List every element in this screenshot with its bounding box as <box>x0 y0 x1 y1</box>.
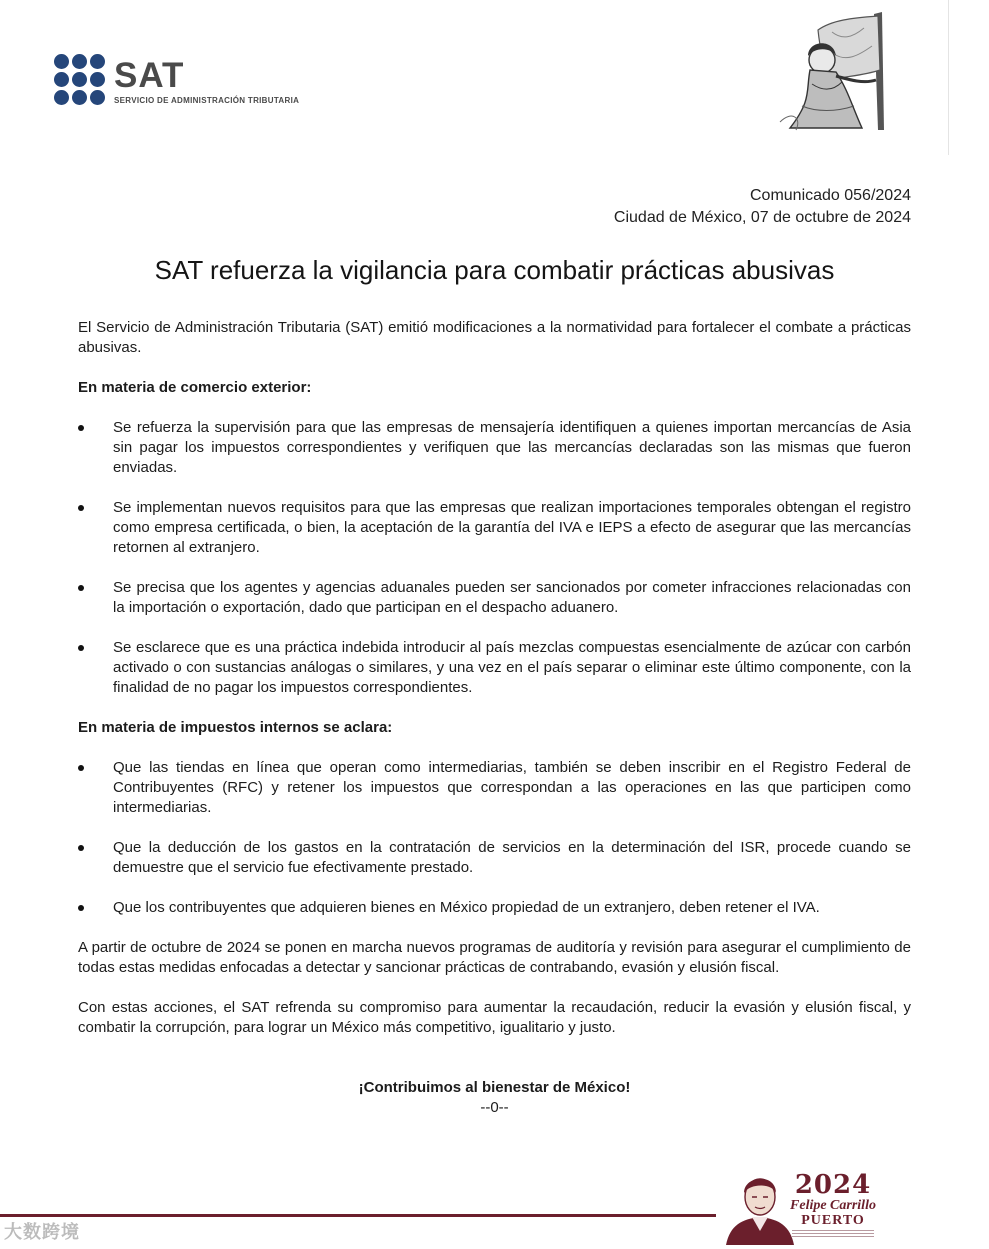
felipe-carrillo-puerto-logo <box>783 1172 883 1242</box>
bullet-icon <box>78 905 84 911</box>
list-item: Que la deducción de los gastos en la contratación de servicios en la determinación del ISR, procede cuando se demuestre que el servicio fue efectivamente prestado. <box>78 838 911 878</box>
intro-paragraph: El Servicio de Administración Tributaria (SAT) emitió modificaciones a la normatividad para fortalecer el combate a prácticas abusivas. <box>78 319 911 356</box>
bullet-icon <box>78 765 84 771</box>
closing-slogan: ¡Contribuimos al bienestar de México! <box>358 1079 631 1096</box>
audit-paragraph: A partir de octubre de 2024 se ponen en marcha nuevos programas de auditoría y revisión para asegurar el cumplimiento de todas estas medidas enfocadas a detectar y sancionar prácticas de contrabando, evasión y elusión fiscal. <box>78 939 911 976</box>
release-meta <box>614 185 911 229</box>
bullet-icon <box>78 585 84 591</box>
end-mark: --0-- <box>480 1099 509 1116</box>
sat-dots-icon <box>54 54 106 106</box>
footer-name: Felipe Carrillo <box>790 1198 876 1213</box>
release-number: Comunicado 056/2024 <box>749 187 911 204</box>
list-item: Se esclarece que es una práctica indebida introducir al país mezclas compuestas esencialmente de azúcar con carbón activado o con sustancias análogas o similares, y una vez en el país separar o eliminar este último componente, con la finalidad de no pagar los impuestos correspondientes. <box>78 638 911 698</box>
page-title: SAT refuerza la vigilancia para combatir prácticas abusivas <box>154 255 835 285</box>
internal-taxes-list <box>78 758 911 918</box>
release-place-date: Ciudad de México, 07 de octubre de 2024 <box>613 209 911 226</box>
bullet-icon <box>78 425 84 431</box>
list-item: Se refuerza la supervisión para que las empresas de mensajería identifiquen a quienes importan mercancías de Asia sin pagar los impuestos correspondientes y verifiquen que las mercancías declaradas son las mismas que fueron enviadas. <box>78 418 911 478</box>
list-item: Se precisa que los agentes y agencias aduanales pueden ser sancionados por cometer infracciones relacionadas con la importación o exportación, dado que participan en el despacho aduanero. <box>78 578 911 618</box>
sat-logo <box>54 54 314 108</box>
heroine-flag-emblem-icon <box>772 10 898 132</box>
footer-year: 2024 <box>794 1170 872 1200</box>
list-item: Se implementan nuevos requisitos para que las empresas que realizan importaciones temporales obtengan el registro como empresa certificada, o bien, la aceptación de la garantía del IVA e IEPS a efecto de asegurar que las mercancías retornen al extranjero. <box>78 498 911 558</box>
foreign-trade-list <box>78 418 911 698</box>
release-body <box>78 318 911 1038</box>
list-item: Que los contribuyentes que adquieren bienes en México propiedad de un extranjero, deben retener el IVA. <box>78 898 911 918</box>
bullet-icon <box>78 645 84 651</box>
footer-fine-print <box>792 1230 874 1242</box>
bullet-icon <box>78 845 84 851</box>
watermark: 大数跨境 <box>4 1222 80 1242</box>
logo-name: SAT <box>114 56 185 95</box>
closing <box>0 1078 989 1118</box>
section-heading-foreign-trade: En materia de comercio exterior: <box>78 379 312 396</box>
footer-city: PUERTO <box>801 1213 865 1228</box>
edge-divider <box>948 0 949 155</box>
logo-subtitle: SERVICIO DE ADMINISTRACIÓN TRIBUTARIA <box>114 96 300 105</box>
footer-divider <box>0 1214 716 1217</box>
list-item: Que las tiendas en línea que operan como intermediarias, también se deben inscribir en el Registro Federal de Contribuyentes (RFC) y retener los impuestos que correspondan a las operaciones en las que participen como intermediarias. <box>78 758 911 818</box>
bullet-icon <box>78 505 84 511</box>
section-heading-internal-taxes: En materia de impuestos internos se aclara: <box>78 719 393 736</box>
commitment-paragraph: Con estas acciones, el SAT refrenda su compromiso para aumentar la recaudación, reducir la evasión y elusión fiscal, y combatir la corrupción, para lograr un México más competitivo, igualitario y justo. <box>78 999 911 1036</box>
